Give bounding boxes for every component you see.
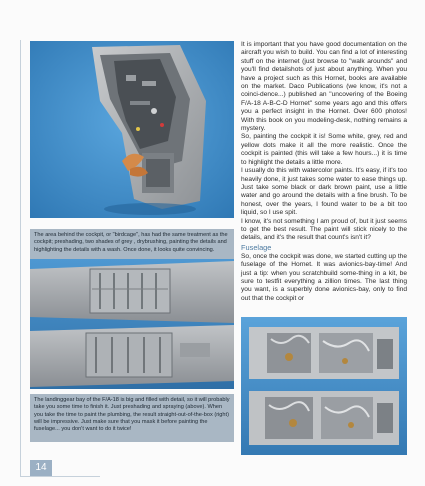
article-body (241, 41, 407, 303)
gear-bay-caption-text: The landinggear bay of the F/A-18 is big and filled with detail, so it will probably take you some time to finish it. Just preshading and spraying (above). When you take the time to paint the plumbing, the result straight-out-of-the-box (right) will be impressive. Just make sure that you mask it before painting the fuselage... you don't want to do it twice! (34, 397, 230, 433)
paragraph-painting: So, painting the cockpit it is! Some white, grey, red and yellow dots make it all the more realistic. Once the cockpit is painted (this will take a few hours...) it is time to highlight the details a little more. (241, 133, 407, 166)
paragraph-result: I know, it's not something I am proud of, but it just seems to get the best result. The paint will stick nicely to the details, and it's the result that count's isn't it? (241, 217, 407, 242)
cockpit-photo (30, 41, 234, 218)
page-frame-horizontal (20, 476, 100, 477)
cockpit-caption-text: The area behind the cockpit, or "birdcage", has had the same treatment as the cockpit; preshading, two shades of grey , drybrushing, painting the details and highlighting the details with a wash. Once done, it looks quite convincing. (34, 232, 228, 253)
paragraph-watercolor: I usually do this with watercolor paints. It's easy, if it's too heavily done, it just takes some water to ease things up. Just take some black or dark brown paint, use a little water and go around the details with a fine brush. To be honest, over the years, I found water to be a bit too liquid, so I use spit. (241, 167, 407, 217)
paragraph-documentation: It is important that you have good documentation on the aircraft you wish to build. You can find a lot of interesting stuff on the internet (just browse to "walk arounds" and you'll find detailshots of just about anything. When you have a project such as this Hornet, books are available on the market. Daco Publications (we know, it's not a coinci-dence...) published an "uncovering of the Boeing F/A-18 A-B-C-D Hornet" some years ago and this offers you a perfect insight in the Hornet. Over 600 photos! With this book on you modeling-desk, nothing remains a mystery. (241, 41, 407, 133)
section-heading-fuselage: Fuselage (241, 242, 272, 252)
painted-gear-bay-photo (241, 317, 407, 455)
paragraph-fuselage: So, once the cockpit was done, we started cutting up the fuselage of the Hornet. It was avionics-bay-time! And just a tip: when you scratchbuild some-thing in a kit, be sure to testfit everything a zillion times. The last thing you want, is a superbly done avionics-bay, only to find out that the cockpit or (241, 252, 407, 302)
gear-bay-photo (30, 259, 234, 389)
page-number: 14 (30, 460, 52, 476)
page-frame-vertical (20, 40, 21, 476)
gear-bay-caption (30, 394, 234, 442)
